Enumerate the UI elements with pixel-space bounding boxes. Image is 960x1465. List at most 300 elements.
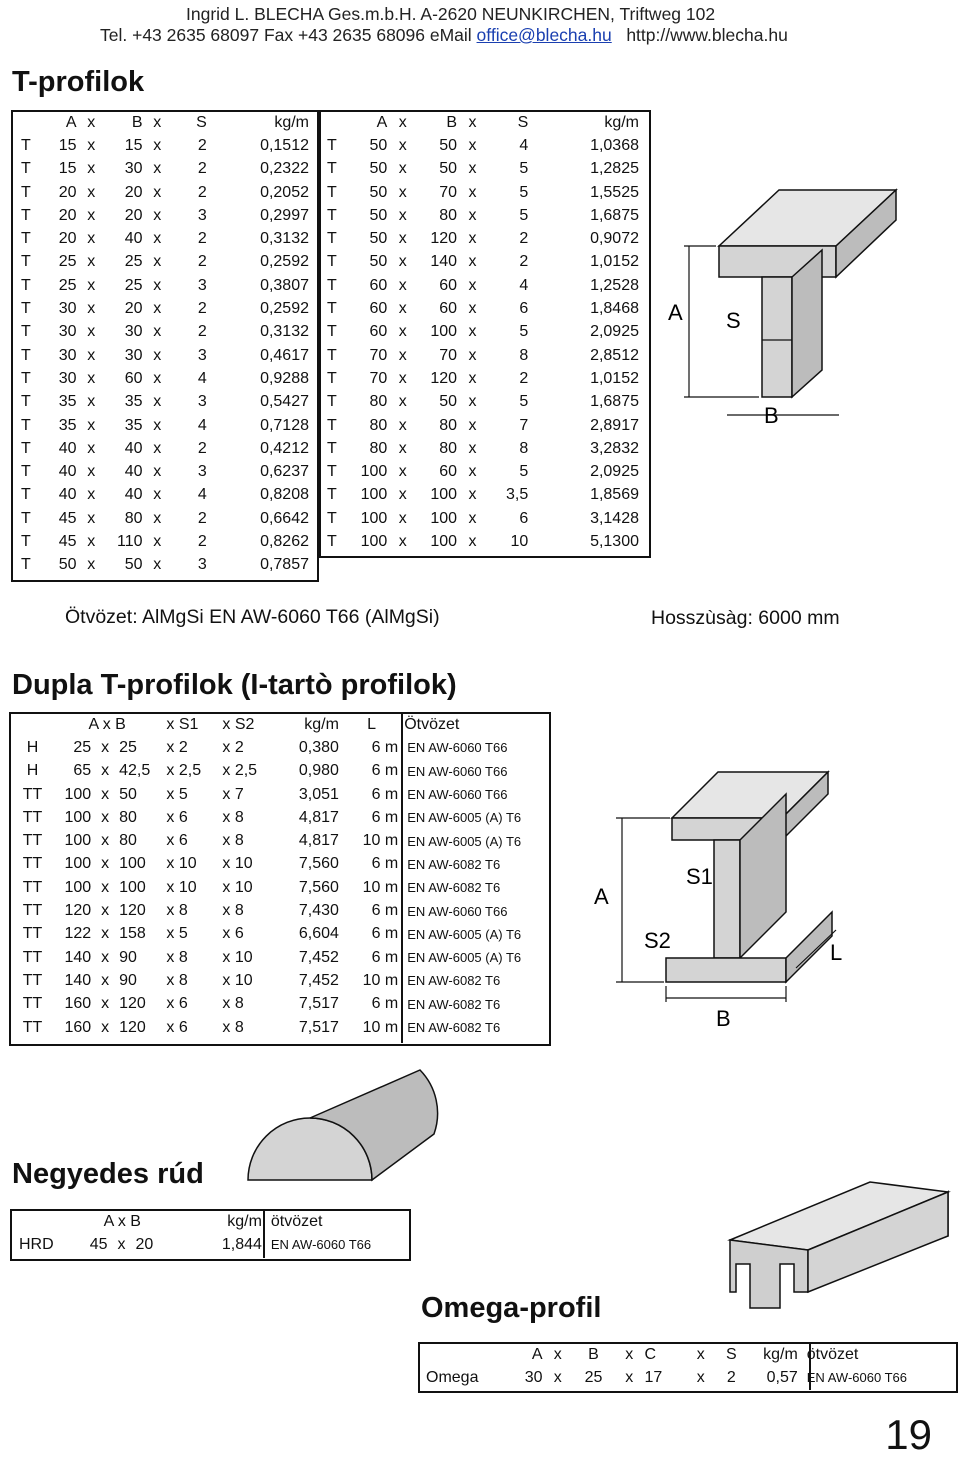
- table-cell: 15: [124, 136, 143, 154]
- header-s2: x S2: [222, 715, 255, 733]
- header-axb: A x B: [88, 715, 126, 733]
- table-cell: 80: [439, 206, 458, 224]
- table-cell: T: [21, 183, 31, 201]
- table-cell: x: [87, 486, 96, 504]
- table-row: [18, 344, 312, 367]
- table-cell: EN AW-6005 (A) T6: [407, 950, 522, 966]
- table-row: [14, 993, 548, 1016]
- table-cell: x: [468, 369, 477, 387]
- table-cell: 40: [58, 463, 77, 481]
- table-cell: TT: [22, 1018, 43, 1036]
- table-cell: T: [327, 183, 337, 201]
- table-cell: x: [87, 556, 96, 574]
- table-cell: 2: [519, 369, 529, 387]
- table-cell: 20: [124, 206, 143, 224]
- table-cell: 2: [519, 253, 529, 271]
- table-cell: 100: [119, 855, 146, 873]
- table-cell: T: [21, 416, 31, 434]
- email-link[interactable]: office@blecha.hu: [476, 25, 612, 45]
- table-cell: x: [553, 1368, 562, 1386]
- table-cell: x: [101, 995, 110, 1013]
- table-cell: x: [153, 323, 162, 341]
- table-cell: 0,7128: [260, 416, 309, 434]
- table-cell: 80: [369, 393, 388, 411]
- table-cell: T: [327, 300, 337, 318]
- table-cell: x: [696, 1368, 705, 1386]
- table-cell: T: [327, 253, 337, 271]
- table-cell: T: [21, 300, 31, 318]
- table-cell: 80: [119, 808, 137, 826]
- header-dim: B: [446, 113, 458, 131]
- table-cell: x 8: [166, 902, 188, 920]
- table-row: [324, 204, 642, 227]
- header-kg: kg/m: [274, 113, 309, 131]
- table-cell: 30: [58, 346, 77, 364]
- table-cell: x 10: [166, 878, 197, 896]
- table-cell: x 6: [166, 832, 188, 850]
- table-row: [18, 321, 312, 344]
- table-cell: 20: [58, 230, 77, 248]
- header-blank: [324, 111, 351, 134]
- table-cell: T: [327, 323, 337, 341]
- table-cell: 5: [519, 463, 529, 481]
- table-cell: 0,8208: [260, 486, 309, 504]
- table-cell: x: [153, 532, 162, 550]
- table-cell: x 8: [166, 948, 188, 966]
- table-cell: 2: [197, 253, 207, 271]
- table-cell: x: [468, 463, 477, 481]
- table-cell: T: [327, 136, 337, 154]
- table-cell: 0,3807: [260, 276, 309, 294]
- table-cell: EN AW-6060 T66: [407, 740, 508, 756]
- table-cell: x 7: [222, 785, 244, 803]
- table-cell: 3: [197, 206, 207, 224]
- table-cell: 4: [197, 369, 207, 387]
- header-cell: C: [644, 1345, 657, 1363]
- table-cell: T: [21, 136, 31, 154]
- table-row: [324, 321, 642, 344]
- table-cell: 1,8468: [590, 300, 639, 318]
- table-cell: x: [87, 230, 96, 248]
- table-cell: T: [21, 206, 31, 224]
- table-cell: T: [21, 393, 31, 411]
- table-cell: x: [101, 762, 110, 780]
- table-row: [324, 297, 642, 320]
- table-cell: 158: [119, 925, 146, 943]
- table-cell: 1,5525: [590, 183, 639, 201]
- table-cell: 6: [519, 300, 529, 318]
- length-note: Hosszùsàg: 6000 mm: [651, 607, 840, 629]
- table-row: [324, 227, 642, 250]
- quarter-rod-image: [228, 1062, 468, 1202]
- table-cell: 3: [197, 463, 207, 481]
- table-cell: x: [398, 276, 407, 294]
- table-cell: x: [101, 832, 110, 850]
- table-row: [324, 367, 642, 390]
- table-cell: 20: [58, 183, 77, 201]
- table-cell: x: [87, 183, 96, 201]
- table-cell: x 5: [166, 925, 188, 943]
- table-cell: 25: [58, 276, 77, 294]
- table-cell: 40: [124, 463, 143, 481]
- table-cell: 100: [430, 323, 458, 341]
- table-cell: 6 m: [371, 738, 399, 756]
- table-row: [18, 554, 312, 577]
- table-cell: 10 m: [362, 878, 399, 896]
- table-cell: 25: [124, 276, 143, 294]
- header-dim: B: [131, 113, 143, 131]
- table-cell: 1,8569: [590, 486, 639, 504]
- company-line: Ingrid L. BLECHA Ges.m.b.H. A-2620 NEUNKIRCHEN, Triftweg 102: [186, 4, 716, 24]
- header-cell: ötvözet: [806, 1345, 859, 1363]
- table-cell: x: [101, 878, 110, 896]
- table-cell: x: [87, 323, 96, 341]
- table-cell: x: [468, 253, 477, 271]
- table-cell: 10: [510, 532, 529, 550]
- table-cell: T: [21, 253, 31, 271]
- table-cell: 1,0152: [590, 369, 639, 387]
- table-cell: 100: [360, 509, 388, 527]
- table-cell: 35: [124, 393, 143, 411]
- table-cell: 1,6875: [590, 206, 639, 224]
- table-cell: 50: [369, 253, 388, 271]
- table-cell: HRD: [19, 1235, 54, 1253]
- table-cell: T: [327, 346, 337, 364]
- table-cell: T: [21, 369, 31, 387]
- table-cell: 0,380: [298, 738, 339, 756]
- table-row: [18, 134, 312, 157]
- table-cell: T: [327, 160, 337, 178]
- table-row: [18, 367, 312, 390]
- table-cell: 70: [439, 346, 458, 364]
- table-cell: 120: [430, 369, 458, 387]
- table-cell: TT: [22, 808, 43, 826]
- table-cell: x: [398, 136, 407, 154]
- table-cell: 100: [64, 878, 92, 896]
- table-cell: T: [21, 463, 31, 481]
- table-cell: 0,980: [298, 762, 339, 780]
- table-cell: 80: [369, 416, 388, 434]
- omega-table: [423, 1343, 953, 1390]
- table-cell: 50: [439, 136, 458, 154]
- table-cell: 40: [58, 486, 77, 504]
- table-cell: x: [153, 230, 162, 248]
- table-cell: 60: [369, 276, 388, 294]
- table-cell: T: [327, 439, 337, 457]
- table-cell: 100: [119, 878, 146, 896]
- table-cell: 60: [124, 369, 143, 387]
- table-row: [14, 760, 548, 783]
- table-cell: 40: [58, 439, 77, 457]
- table-cell: 2,0925: [590, 463, 639, 481]
- table-cell: T: [21, 439, 31, 457]
- table-cell: 60: [439, 300, 458, 318]
- table-cell: T: [21, 230, 31, 248]
- omega-header-row: [423, 1343, 953, 1366]
- table-cell: 100: [430, 486, 458, 504]
- table-cell: x: [87, 346, 96, 364]
- table-cell: 30: [58, 369, 77, 387]
- table-cell: x: [398, 369, 407, 387]
- table-cell: 1,6875: [590, 393, 639, 411]
- table-cell: 0,2592: [260, 300, 309, 318]
- table-cell: T: [327, 230, 337, 248]
- header-dim: A: [65, 113, 77, 131]
- table-cell: 2,8917: [590, 416, 639, 434]
- table-cell: 6 m: [371, 948, 399, 966]
- t-diagram-label-a: A: [668, 300, 683, 325]
- table-cell: x: [87, 136, 96, 154]
- table-cell: 3,2832: [590, 439, 639, 457]
- table-cell: 30: [124, 323, 143, 341]
- table-cell: 2: [197, 439, 207, 457]
- table-cell: 120: [64, 902, 92, 920]
- table-cell: 0,9072: [590, 230, 639, 248]
- table-row: [18, 297, 312, 320]
- table-cell: TT: [22, 902, 43, 920]
- table-row: [324, 414, 642, 437]
- table-cell: x: [398, 416, 407, 434]
- table-cell: 3: [197, 393, 207, 411]
- i-beam-diagram: [586, 762, 886, 1052]
- table-cell: 140: [64, 971, 92, 989]
- table-cell: x: [153, 183, 162, 201]
- table-cell: 0,3132: [260, 230, 309, 248]
- table-cell: x 8: [166, 971, 188, 989]
- table-cell: x 10: [222, 878, 253, 896]
- table-cell: 35: [58, 416, 77, 434]
- table-cell: 2: [197, 160, 207, 178]
- table-cell: T: [327, 416, 337, 434]
- table-cell: 20: [124, 300, 143, 318]
- table-cell: TT: [22, 925, 43, 943]
- table-cell: T: [327, 369, 337, 387]
- table-cell: x 10: [222, 948, 253, 966]
- table-cell: 100: [64, 808, 92, 826]
- table-cell: 2: [197, 136, 207, 154]
- table-cell: x 10: [222, 855, 253, 873]
- header-blank: [423, 1343, 511, 1366]
- table-cell: 45: [58, 509, 77, 527]
- table-cell: x: [153, 369, 162, 387]
- table-cell: T: [21, 346, 31, 364]
- i-diagram-label-s2: S2: [644, 928, 671, 953]
- header-blank: [14, 713, 51, 736]
- table-row: [18, 437, 312, 460]
- table-cell: 35: [58, 393, 77, 411]
- table-cell: x: [153, 276, 162, 294]
- table-cell: 50: [124, 556, 143, 574]
- table-row: [18, 251, 312, 274]
- table-cell: T: [21, 276, 31, 294]
- table-cell: 100: [64, 785, 92, 803]
- omega-title: Omega-profil: [421, 1292, 602, 1324]
- table-cell: 50: [369, 206, 388, 224]
- header-cell: x: [696, 1345, 705, 1363]
- table-cell: x: [153, 160, 162, 178]
- table-cell: 6 m: [371, 902, 399, 920]
- table-cell: 100: [64, 832, 92, 850]
- table-row: [324, 181, 642, 204]
- header-alloy: Ötvözet: [404, 715, 460, 733]
- table-cell: x 2,5: [222, 762, 258, 780]
- table-cell: x: [398, 439, 407, 457]
- table-cell: 60: [439, 276, 458, 294]
- table-cell: T: [21, 160, 31, 178]
- table-row: [324, 344, 642, 367]
- table-cell: 65: [73, 762, 92, 780]
- table-cell: Omega: [426, 1368, 479, 1386]
- table-cell: x 2,5: [166, 762, 202, 780]
- header-kg: kg/m: [604, 113, 639, 131]
- table-cell: x: [87, 276, 96, 294]
- table-cell: 2: [197, 183, 207, 201]
- table-cell: 0,6642: [260, 509, 309, 527]
- table-cell: x: [153, 346, 162, 364]
- table-cell: x 2: [166, 738, 188, 756]
- table-row: [324, 460, 642, 483]
- table-cell: x: [468, 136, 477, 154]
- table-cell: 5: [519, 183, 529, 201]
- table-cell: EN AW-6082 T6: [407, 996, 501, 1012]
- i-diagram-label-s1: S1: [686, 864, 713, 889]
- table-cell: 0,1512: [260, 136, 309, 154]
- table-cell: 3,5: [506, 486, 529, 504]
- header-cell: x: [625, 1345, 634, 1363]
- table-cell: 7,560: [298, 855, 339, 873]
- table-cell: x 8: [222, 808, 244, 826]
- table-cell: 90: [119, 971, 137, 989]
- table-cell: 0,2997: [260, 206, 309, 224]
- table-cell: x: [468, 346, 477, 364]
- table-cell: EN AW-6082 T6: [407, 880, 501, 896]
- table-cell: 160: [64, 1018, 92, 1036]
- table-cell: 7,452: [298, 948, 339, 966]
- table-cell: TT: [22, 878, 43, 896]
- table-cell: x: [101, 808, 110, 826]
- table-cell: 2,0925: [590, 323, 639, 341]
- table-cell: T: [327, 486, 337, 504]
- table-cell: x: [153, 556, 162, 574]
- table-cell: 80: [369, 439, 388, 457]
- t-table-right: [324, 111, 642, 554]
- table-cell: 50: [369, 230, 388, 248]
- table-cell: x 10: [222, 971, 253, 989]
- table-cell: 2: [197, 300, 207, 318]
- table-cell: 60: [439, 463, 458, 481]
- table-cell: x: [87, 393, 96, 411]
- table-cell: 42,5: [119, 762, 151, 780]
- table-cell: 7,430: [298, 902, 339, 920]
- table-cell: 50: [369, 136, 388, 154]
- table-row: [18, 460, 312, 483]
- header-blank: [16, 1210, 77, 1233]
- table-cell: x: [468, 439, 477, 457]
- table-row: [324, 134, 642, 157]
- quarter-rod-table: [16, 1210, 406, 1257]
- table-cell: x: [87, 532, 96, 550]
- table-cell: x 6: [166, 995, 188, 1013]
- table-cell: 5,1300: [590, 532, 639, 550]
- table-cell: x: [101, 948, 110, 966]
- table-cell: 40: [124, 486, 143, 504]
- header-dim: A: [376, 113, 388, 131]
- table-cell: 0,7857: [260, 556, 309, 574]
- table-cell: 8: [519, 346, 529, 364]
- table-cell: x 6: [166, 1018, 188, 1036]
- table-cell: x: [398, 486, 407, 504]
- table-cell: x: [153, 206, 162, 224]
- table-cell: 3: [197, 276, 207, 294]
- table-cell: 50: [439, 160, 458, 178]
- table-cell: 4,817: [298, 808, 339, 826]
- table-cell: 20: [135, 1235, 154, 1253]
- table-cell: 5: [519, 206, 529, 224]
- i-diagram-label-a: A: [594, 884, 609, 909]
- website-link[interactable]: http://www.blecha.hu: [626, 25, 788, 45]
- table-cell: 100: [360, 532, 388, 550]
- omega-profile-image: [720, 1176, 960, 1322]
- table-row: [14, 783, 548, 806]
- table-cell: 2: [197, 323, 207, 341]
- header-cell: B: [588, 1345, 599, 1363]
- table-cell: 1,0368: [590, 136, 639, 154]
- header-kg: kg/m: [304, 715, 339, 733]
- table-cell: H: [26, 738, 39, 756]
- table-cell: T: [327, 393, 337, 411]
- table-row: [324, 507, 642, 530]
- table-row: [14, 736, 548, 759]
- table-cell: x: [87, 206, 96, 224]
- table-cell: 80: [439, 439, 458, 457]
- table-cell: 120: [119, 902, 146, 920]
- table-cell: x 5: [166, 785, 188, 803]
- t-header-row: [18, 111, 312, 134]
- table-cell: 7,560: [298, 878, 339, 896]
- table-cell: 80: [439, 416, 458, 434]
- table-row: [14, 876, 548, 899]
- table-cell: 1,2825: [590, 160, 639, 178]
- table-cell: T: [21, 532, 31, 550]
- table-cell: T: [21, 486, 31, 504]
- header-s1: x S1: [166, 715, 199, 733]
- table-cell: 3,1428: [590, 509, 639, 527]
- table-cell: 50: [439, 393, 458, 411]
- table-cell: 80: [124, 509, 143, 527]
- table-cell: 30: [524, 1368, 543, 1386]
- table-cell: T: [21, 509, 31, 527]
- table-cell: x: [117, 1235, 126, 1253]
- table-cell: EN AW-6060 T66: [270, 1237, 372, 1253]
- table-row: [18, 391, 312, 414]
- t-table-left: [18, 111, 312, 577]
- header-dim: x: [87, 113, 96, 131]
- table-cell: 10 m: [362, 832, 399, 850]
- table-cell: T: [327, 509, 337, 527]
- table-cell: 120: [119, 995, 146, 1013]
- table-cell: 100: [64, 855, 92, 873]
- table-cell: 2: [197, 532, 207, 550]
- table-cell: 2: [726, 1368, 736, 1386]
- table-row: [14, 946, 548, 969]
- table-row: [324, 484, 642, 507]
- table-row: [14, 969, 548, 992]
- table-cell: x: [101, 971, 110, 989]
- table-cell: 90: [119, 948, 137, 966]
- t-diagram-label-b: B: [764, 403, 779, 428]
- table-row: [18, 274, 312, 297]
- table-cell: 120: [119, 1018, 146, 1036]
